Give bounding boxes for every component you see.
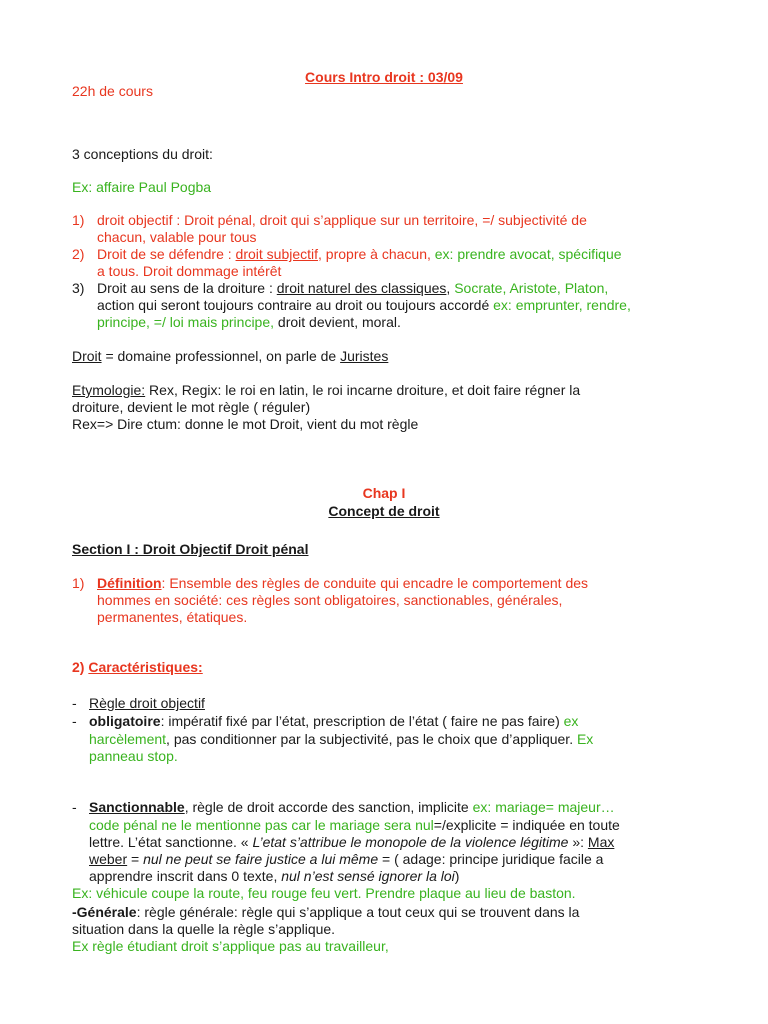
- etymologie-rex: Rex=> Dire ctum: donne le mot Droit, vient du mot règle: [72, 416, 419, 432]
- dash-bullet: -: [72, 695, 77, 711]
- text-run: Rex, Regix: le roi en latin, le roi incarne droiture, et doit faire régner la: [145, 382, 581, 398]
- text-run: ): [454, 868, 460, 884]
- generale-label: -Générale: [72, 904, 137, 920]
- example-text: code pénal ne le mentionne pas car le mariage sera nul: [89, 817, 434, 833]
- generale-item: [72, 904, 712, 921]
- text-run: , propre à chacun,: [318, 246, 435, 262]
- example-text: Ex: [576, 731, 594, 747]
- quote-text: nul n’est sensé ignorer la loi: [281, 868, 455, 884]
- text-run: =: [127, 851, 144, 867]
- definition-continuation: hommes en société: ces règles sont obligatoires, sanctionables, générales,: [97, 592, 563, 608]
- course-hours: 22h de cours: [72, 83, 153, 99]
- list-number: 1): [72, 575, 85, 591]
- caracteristiques-heading: [72, 659, 712, 676]
- chapter-subtitle: Concept de droit: [328, 503, 440, 519]
- underlined-term: Max: [587, 834, 615, 850]
- page-title: Cours Intro droit : 03/09: [305, 69, 463, 85]
- underlined-term: Juristes: [340, 348, 389, 364]
- caracteristiques-label: Caractéristiques:: [88, 659, 203, 675]
- list-item-droit-objectif: droit objectif : Droit pénal, droit qui s’applique sur un territoire, =/ subjectivité de: [97, 212, 587, 228]
- obligatoire-item: [89, 713, 729, 730]
- conceptions-heading: 3 conceptions du droit:: [72, 146, 213, 162]
- example-text: harcèlement: [89, 731, 167, 747]
- text-run: = ( adage: principe juridique facile a: [378, 851, 604, 867]
- underlined-term: droit naturel des classiques: [276, 280, 447, 296]
- quote-text: L’etat s’attribue le monopole de la violence légitime: [252, 834, 569, 850]
- sanctionnable-continuation: [89, 868, 729, 885]
- list-item-continuation: [97, 297, 737, 314]
- generale-continuation: situation dans la quelle la règle s’applique.: [72, 921, 336, 937]
- text-run: ,: [446, 280, 455, 296]
- list-number: 3): [72, 280, 85, 296]
- list-number: 1): [72, 212, 85, 228]
- example-pogba: Ex: affaire Paul Pogba: [72, 179, 212, 195]
- list-item-droit-subjectif: [97, 246, 737, 263]
- example-text: ex: mariage= majeur…: [472, 799, 615, 815]
- text-run: Droit de se défendre :: [97, 246, 236, 262]
- droit-definition: [72, 348, 712, 365]
- text-run: 2): [72, 659, 89, 675]
- sanctionnable-label: Sanctionnable: [89, 799, 185, 815]
- example-vehicule: Ex: véhicule coupe la route, feu rouge feu vert. Prendre plaque au lieu de baston.: [72, 885, 576, 901]
- definition-text: [97, 575, 737, 592]
- sanctionnable-continuation: [89, 817, 729, 834]
- list-number: 2): [72, 246, 85, 262]
- obligatoire-label: obligatoire: [89, 713, 161, 729]
- chapter-title: Chap I: [362, 485, 406, 501]
- text-run: action qui seront toujours contraire au droit ou toujours accordé: [97, 297, 494, 313]
- example-text: principe, =/ loi mais principe,: [97, 314, 275, 330]
- list-item-continuation: a tous. Droit dommage intérêt: [97, 263, 282, 279]
- obligatoire-continuation: [89, 731, 729, 748]
- list-item-continuation: [97, 314, 737, 331]
- regle-droit-objectif: Règle droit objectif: [89, 695, 205, 711]
- text-run: , règle de droit accorde des sanction, implicite: [184, 799, 473, 815]
- etymologie: [72, 382, 712, 399]
- example-text: ex: prendre avocat, spécifique: [434, 246, 622, 262]
- quote-text: nul ne peut se faire justice a lui même: [143, 851, 379, 867]
- underlined-term: Droit: [72, 348, 102, 364]
- sanctionnable-continuation: [89, 834, 729, 851]
- obligatoire-continuation: panneau stop.: [89, 748, 178, 764]
- example-text: ex: emprunter, rendre,: [493, 297, 631, 313]
- sanctionnable-continuation: [89, 851, 729, 868]
- list-item-continuation: chacun, valable pour tous: [97, 229, 257, 245]
- text-run: droit devient, moral.: [274, 314, 401, 330]
- list-item-droiture: [97, 280, 737, 297]
- dash-bullet: -: [72, 713, 77, 729]
- sanctionnable-item: [89, 799, 729, 816]
- text-run: apprendre inscrit dans 0 texte,: [89, 868, 282, 884]
- text-run: , pas conditionner par la subjectivité, pas le choix que d’appliquer.: [166, 731, 577, 747]
- text-run: lettre. L’état sanctionne. «: [89, 834, 253, 850]
- text-run: Droit au sens de la droiture :: [97, 280, 277, 296]
- text-run: : règle générale: règle qui s’applique a tout ceux qui se trouvent dans la: [136, 904, 580, 920]
- underlined-term: droit subjectif: [235, 246, 319, 262]
- text-run: : impératif fixé par l’état, prescription de l’état ( faire ne pas faire): [160, 713, 564, 729]
- underlined-term: Etymologie:: [72, 382, 146, 398]
- text-run: »:: [568, 834, 588, 850]
- underlined-term: weber: [89, 851, 128, 867]
- example-text: ex: [563, 713, 579, 729]
- definition-label: Définition: [97, 575, 162, 591]
- example-etudiant: Ex règle étudiant droit s’applique pas au travailleur,: [72, 938, 389, 954]
- text-run: = domaine professionnel, on parle de: [101, 348, 341, 364]
- etymologie-continuation: droiture, devient le mot règle ( réguler): [72, 399, 311, 415]
- example-text: Socrate, Aristote, Platon,: [454, 280, 609, 296]
- dash-bullet: -: [72, 799, 77, 815]
- definition-continuation: permanentes, étatiques.: [97, 609, 248, 625]
- text-run: : Ensemble des règles de conduite qui encadre le comportement des: [161, 575, 589, 591]
- section-title: Section I : Droit Objectif Droit pénal: [72, 541, 309, 557]
- text-run: =/explicite = indiquée en toute: [433, 817, 620, 833]
